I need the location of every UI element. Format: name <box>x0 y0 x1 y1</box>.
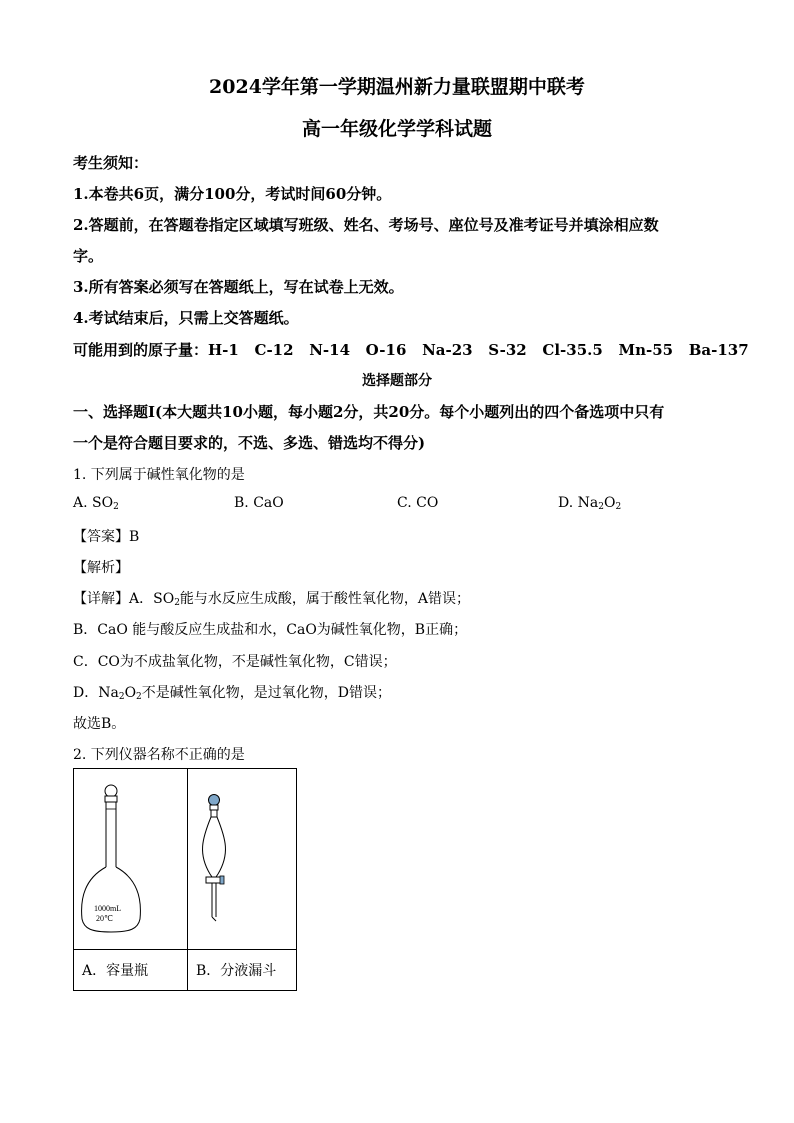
notice-item-2-cont: 字。 <box>73 247 104 265</box>
q1-analysis: 【解析】 <box>73 560 129 576</box>
q1-detail-b: B．CaO 能与酸反应生成盐和水，CaO为碱性氧化物，B正确； <box>73 622 468 638</box>
notice-item-4: 4.考试结束后，只需上交答题纸。 <box>73 309 299 327</box>
volumetric-flask-cell <box>74 769 188 950</box>
flask-temp-label: 20℃ <box>96 914 113 923</box>
section-heading: 选择题部分 <box>362 373 432 389</box>
notice-item-3: 3.所有答案必须写在答题纸上，写在试卷上无效。 <box>73 278 404 296</box>
exam-subtitle: 高一年级化学学科试题 <box>301 118 492 140</box>
exam-title: 2024学年第一学期温州新力量联盟期中联考 <box>209 76 585 98</box>
q1-detail-d: D．$Na_2O_2$不是碱性氧化物，是过氧化物，D错误； <box>73 685 392 702</box>
q1-conclusion: 故选B。 <box>73 716 126 732</box>
notice-heading: 考生须知： <box>73 154 149 172</box>
q1-stem: 1. 下列属于碱性氧化物的是 <box>73 467 245 483</box>
q1-detail-a: 【详解】A．$SO_2$能与水反应生成酸，属于酸性氧化物，A错误； <box>73 591 471 608</box>
separatory-funnel-cell <box>188 769 297 950</box>
atomic-masses: 可能用到的原子量：H-1 C-12 N-14 O-16 Na-23 S-32 Cl-35.5 Mn-55 Ba-137 <box>73 341 749 359</box>
q2-stem: 2. 下列仪器名称不正确的是 <box>73 747 245 763</box>
section-intro-line2: 一个是符合题目要求的，不选、多选、错选均不得分) <box>73 434 426 452</box>
q1-answer: 【答案】B <box>73 529 140 545</box>
label-separatory-funnel: B．分液漏斗 <box>188 950 297 991</box>
q1-detail-c: C．CO为不成盐氧化物，不是碱性氧化物，C错误； <box>73 654 397 670</box>
notice-item-2: 2.答题前，在答题卷指定区域填写班级、姓名、考场号、座位号及准考证号并填涂相应数 <box>73 216 659 234</box>
volumetric-flask-icon <box>74 769 187 945</box>
q2-instrument-table <box>73 768 297 991</box>
q1-option-d: D. $Na_2O_2$ <box>558 495 622 512</box>
notice-item-1: 1.本卷共6页，满分100分，考试时间60分钟。 <box>73 185 392 203</box>
section-intro-line1: 一、选择题Ⅰ(本大题共10小题，每小题2分，共20分。每个小题列出的四个备选项中只有 <box>73 403 665 421</box>
q1-option-b: B. CaO <box>234 495 284 511</box>
q1-option-c: C. CO <box>397 495 439 511</box>
label-volumetric-flask: A．容量瓶 <box>74 950 188 991</box>
flask-volume-label: 1000mL <box>94 904 122 913</box>
q1-option-a: A. $SO_2$ <box>73 495 119 512</box>
separatory-funnel-icon <box>188 769 296 945</box>
